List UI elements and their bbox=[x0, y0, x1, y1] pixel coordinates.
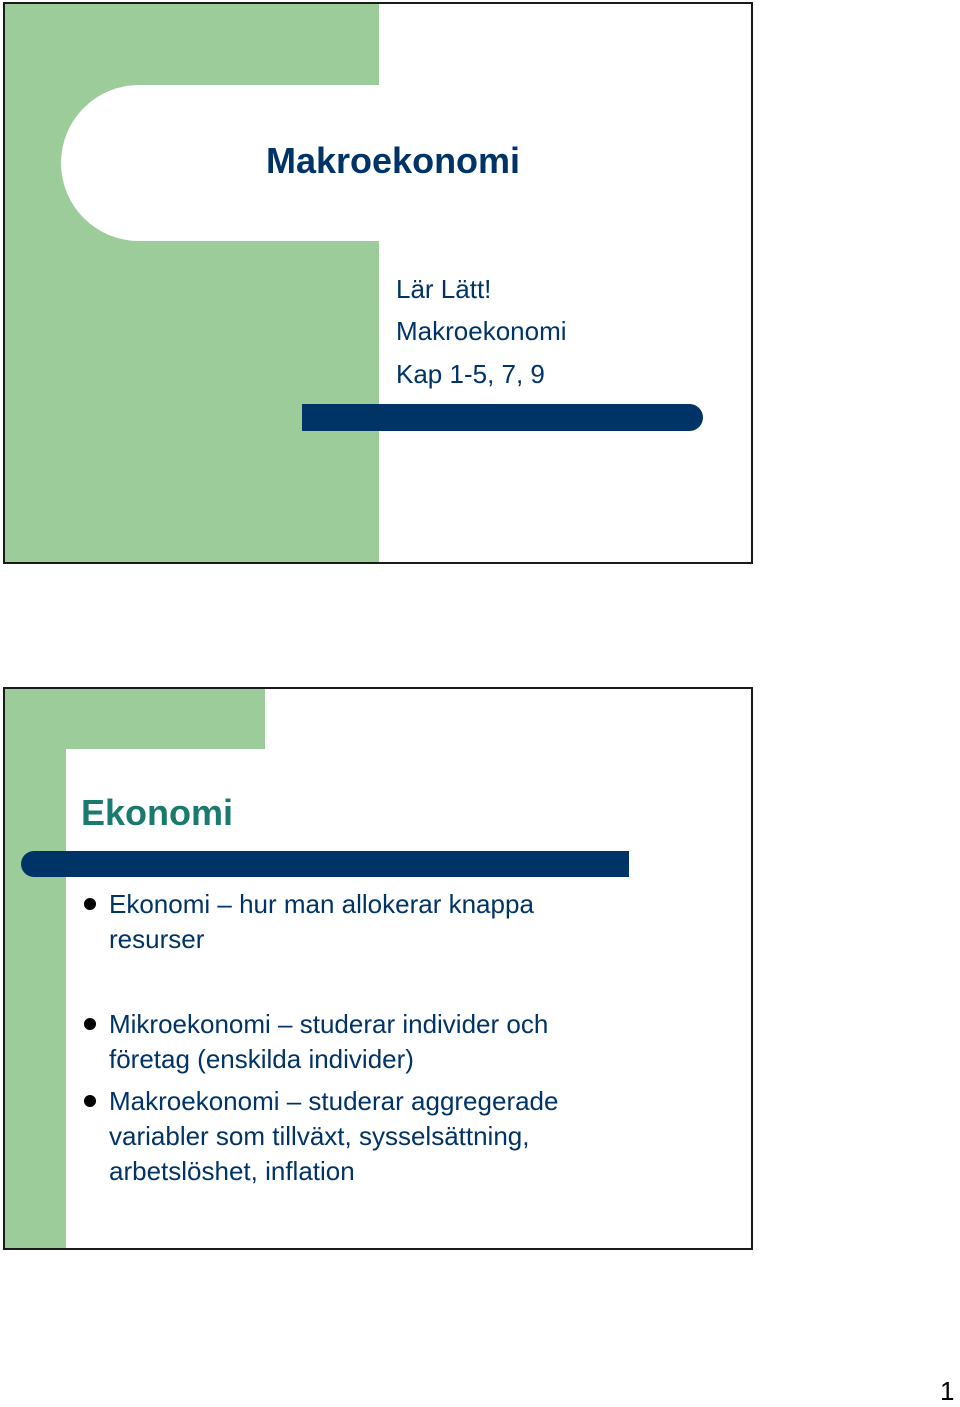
bullet-line: Mikroekonomi – studerar individer och bbox=[109, 1009, 549, 1039]
bullet-dot-icon bbox=[84, 1095, 96, 1107]
slide-2-title: Ekonomi bbox=[81, 792, 234, 833]
bullet-line: Makroekonomi – studerar aggregerade bbox=[109, 1086, 559, 1116]
bullet-line: företag (enskilda individer) bbox=[109, 1044, 414, 1074]
bullet-line: variabler som tillväxt, sysselsättning, bbox=[109, 1121, 530, 1151]
subtitle-line-2: Makroekonomi bbox=[396, 316, 567, 346]
bullet-dot-icon bbox=[84, 1018, 96, 1030]
subtitle-line-3: Kap 1-5, 7, 9 bbox=[396, 359, 545, 389]
bullet-line: Ekonomi – hur man allokerar knappa bbox=[109, 889, 534, 919]
bullet-dot-icon bbox=[84, 898, 96, 910]
bullet-list bbox=[82, 887, 642, 1189]
navy-bar-decoration bbox=[21, 851, 629, 877]
navy-bar-decoration bbox=[302, 404, 703, 431]
bullet-line: resurser bbox=[109, 924, 205, 954]
green-side-band-decoration bbox=[5, 689, 66, 1250]
slide-1 bbox=[3, 2, 753, 564]
slide-2 bbox=[3, 687, 753, 1250]
bullet-item bbox=[82, 1007, 642, 1077]
bullet-item bbox=[82, 887, 642, 957]
slide-1-title: Makroekonomi bbox=[266, 140, 521, 181]
subtitle-line-1: Lär Lätt! bbox=[396, 274, 492, 304]
bullet-line: arbetslöshet, inflation bbox=[109, 1156, 355, 1186]
bullet-item bbox=[82, 1084, 642, 1189]
green-top-band-decoration bbox=[5, 689, 265, 749]
page-number: 1 bbox=[940, 1376, 955, 1406]
